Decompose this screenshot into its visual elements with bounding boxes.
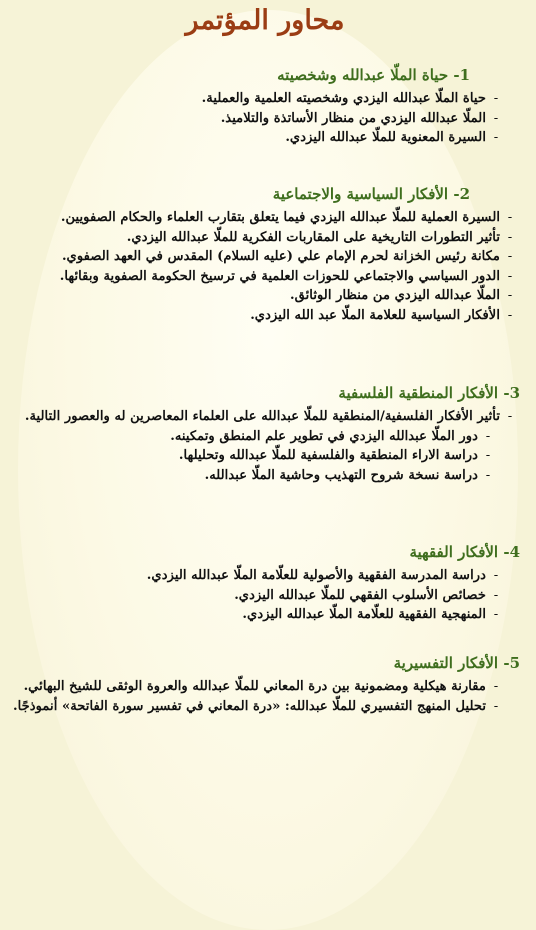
list-item: -تأثير الأفكار الفلسفية/المنطقية للملّا عبدالله على العلماء المعاصرين له والعصور التالية. <box>24 409 513 424</box>
list-item: -تحليل المنهج التفسيري للملّا عبدالله: «درة المعاني في تفسير سورة الفاتحة» أنموذجًا. <box>12 698 499 714</box>
section-list <box>10 566 520 625</box>
section-1 <box>10 64 520 148</box>
list-item: -مكانة رئيس الخزانة لحرم الإمام علي (عليه السلام) المقدس في العهد الصفوي. <box>61 249 513 264</box>
section-list <box>10 677 520 716</box>
section-list <box>10 89 520 148</box>
section-number: 5- <box>503 654 520 672</box>
list-item: -دراسة الاراء المنطقية والفلسفية للملّا عبدالله وتحليلها. <box>178 448 491 463</box>
section-heading <box>10 183 520 205</box>
list-item: -دراسة نسخة شروح التهذيب وحاشية الملّا عبدالله. <box>204 467 491 483</box>
section-number: 3- <box>503 384 520 402</box>
page-title: محاور المؤتمر <box>185 5 345 36</box>
section-heading <box>10 541 520 563</box>
list-item: -السيرة المعنوية للملّا عبدالله اليزدي. <box>285 130 499 145</box>
section-title: الأفكار السياسية والاجتماعية <box>272 185 449 203</box>
section-title: الأفكار التفسيرية <box>393 654 499 672</box>
list-item: -تأثير التطورات التاريخية على المقاربات الفكرية للملّا عبدالله اليزدي. <box>126 229 513 245</box>
list-item: -مقارنة هيكلية ومضمونية بين درة المعاني للملّا عبدالله والعروة الوثقى للشيخ البهائي. <box>23 679 499 694</box>
list-item: -دور الملّا عبدالله اليزدي في تطوير علم المنطق وتمكينه. <box>170 428 491 444</box>
section-heading <box>10 382 520 404</box>
section-3 <box>10 382 520 485</box>
list-item: -حياة الملّا عبدالله اليزدي وشخصيته العلمية والعملية. <box>201 91 499 106</box>
section-list <box>10 407 520 485</box>
section-number: 2- <box>453 185 470 203</box>
section-number: 1- <box>453 66 470 84</box>
list-item: -الملّا عبدالله اليزدي من منظار الوثائق. <box>290 288 513 303</box>
list-item: -خصائص الأسلوب الفقهي للملّا عبدالله اليزدي. <box>234 587 499 603</box>
section-2 <box>10 183 520 325</box>
list-item: -الملّا عبدالله اليزدي من منظار الأساتذة والتلاميذ. <box>220 110 499 126</box>
list-item: -المنهجية الفقهية للعلّامة الملّا عبدالله اليزدي. <box>242 607 499 622</box>
section-heading <box>10 64 520 86</box>
list-item: -دراسة المدرسة الفقهية والأصولية للعلّامة الملّا عبدالله اليزدي. <box>146 568 499 583</box>
section-heading <box>10 652 520 674</box>
section-title: حياة الملّا عبدالله وشخصيته <box>277 66 449 84</box>
list-item: -السيرة العملية للملّا عبدالله اليزدي فيما يتعلق بتقارب العلماء والحكام الصفويين. <box>60 210 513 225</box>
list-item: -الأفكار السياسية للعلامة الملّا عبد الله اليزدي. <box>250 307 513 323</box>
section-4 <box>10 541 520 625</box>
list-item: -الدور السياسي والاجتماعي للحوزات العلمية في ترسيخ الحكومة الصفوية وبقائها. <box>59 268 513 284</box>
section-title: الأفكار الفقهية <box>409 543 499 561</box>
section-5 <box>10 652 520 716</box>
section-number: 4- <box>503 543 520 561</box>
section-list <box>10 208 520 325</box>
section-title: الأفكار المنطقية الفلسفية <box>338 384 499 402</box>
